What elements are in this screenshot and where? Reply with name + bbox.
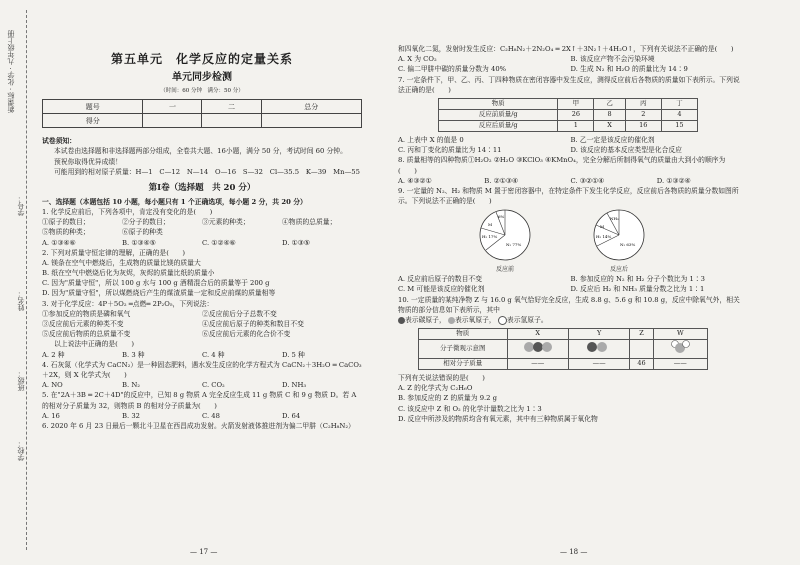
pie-after: [592, 208, 646, 274]
table-row: [439, 120, 698, 131]
item: ⑤反应前后物质的总质量不变: [42, 330, 131, 339]
pie-label: M: [488, 222, 493, 228]
option[interactable]: A. X 为 CO₂: [398, 55, 437, 64]
q7-table: [438, 98, 698, 132]
q1-items-2: [42, 227, 362, 237]
cell: 26: [558, 109, 594, 120]
cell: 1: [558, 120, 594, 131]
pie-label: H₂ 17%: [482, 234, 498, 240]
oxygen-atom-icon: [448, 317, 455, 324]
option[interactable]: D. 64: [282, 411, 301, 420]
page-number-left: — 17 —: [190, 548, 218, 556]
q4-options: [42, 380, 362, 390]
q9-pie-charts: [478, 208, 743, 274]
item: ⑤物质的种类；: [42, 228, 90, 237]
option[interactable]: C. 偏二甲肼中碳的质量分数为 40%: [398, 65, 507, 74]
option[interactable]: B. 纸在空气中燃烧后化为灰烬，灰烬的质量比纸的质量小: [42, 269, 215, 278]
hydrogen-atom-icon: [498, 316, 507, 325]
option[interactable]: D. NH₃: [282, 381, 307, 390]
option[interactable]: B. N₂: [122, 381, 140, 390]
table-header: W: [653, 329, 707, 340]
q9-options: [398, 284, 743, 294]
question-8: 8. 质量相等的四种物质①H₂O₂ ②H₂O ③KClO₃ ④KMnO₄，完全分解后所制得氧气的质量由大到小的顺序为( ): [398, 156, 726, 175]
item: ③元素的种类；: [202, 218, 250, 227]
q6-options: [398, 54, 743, 64]
option[interactable]: B. 乙一定是该反应的催化剂: [570, 135, 655, 144]
cell: 16: [625, 120, 661, 131]
cell: ——: [568, 358, 629, 369]
cell: 15: [661, 120, 697, 131]
cell: ——: [653, 358, 707, 369]
question-5: 5. 在"2A＋3B ═ 2C＋4D"的反应中，已知 8 g 物质 A 完全反应生成 11 g 物质 C 和 9 g 物质 D。若 A 的相对分子质量为 32，则物质 B 的相对分子质量为( ): [42, 391, 357, 410]
q7-options: [398, 145, 743, 155]
unit-subtitle: 单元同步检测: [172, 72, 232, 83]
pie-before-graphic: [478, 208, 532, 262]
option[interactable]: D. 5 种: [282, 350, 305, 359]
student-id-label: 学号：: [17, 195, 25, 216]
pie-caption: 反应后: [609, 266, 628, 274]
option[interactable]: D. ①③⑤: [282, 238, 310, 247]
q3-options: [42, 350, 362, 360]
q5-options: [42, 411, 362, 421]
table-row: [419, 340, 708, 359]
score-header-cell: 题号: [43, 100, 143, 114]
option[interactable]: C. 4 种: [202, 350, 225, 359]
cell: 4: [661, 109, 697, 120]
table-row: [419, 358, 708, 369]
q10-tail: 下列有关说法错误的是( ): [398, 373, 485, 382]
table-header: 物质: [439, 98, 558, 109]
q3-items: [42, 319, 362, 329]
q6-options: [398, 64, 743, 74]
option[interactable]: C. 丙和丁变化的质量比为 14∶11: [398, 146, 502, 155]
table-header: 甲: [558, 98, 594, 109]
cell: 2: [625, 109, 661, 120]
score-cell[interactable]: [261, 114, 361, 128]
option[interactable]: D. 该反应的基本反应类型是化合反应: [570, 146, 682, 155]
left-page: [42, 0, 362, 431]
option[interactable]: D. 反应后 H₂ 和 NH₃ 质量分数之比为 1∶1: [570, 285, 705, 294]
pie-label: 6%: [498, 214, 505, 220]
item: ④物质的总质量；: [282, 218, 337, 227]
notice-line: 预祝你取得优异成绩！: [54, 157, 122, 166]
question-6: 6. 2020 年 6 月 23 日最后一颗北斗卫星在西昌成功发射。火箭发射液体推进剂为偏二甲肼（C₂H₈N₂）: [42, 421, 355, 430]
option[interactable]: B. 参加反应的 Z 的质量为 9.2 g: [398, 394, 498, 403]
section-title: 第Ⅰ卷（选择题 共 20 分）: [148, 183, 256, 193]
question-1: 1. 化学反应前后，下列各项中，肯定没有变化的是( ): [42, 207, 213, 216]
cell: 8: [594, 109, 625, 120]
series-tag: 新课标 · 化学 · 九年级上册: [7, 30, 15, 114]
option[interactable]: A. ①③④⑥: [42, 238, 76, 247]
option[interactable]: B. ②①③④: [484, 176, 518, 185]
pie-label: M: [600, 224, 605, 230]
item: ④反应前后原子的种类和数目不变: [202, 320, 304, 328]
pie-label: H₂ 14%: [596, 234, 612, 240]
option[interactable]: A. ④③②①: [398, 176, 432, 185]
cell: 反应前质量/g: [439, 109, 558, 120]
item: ①参加反应的物质是磷和氧气: [42, 309, 131, 318]
cell: 46: [630, 358, 653, 369]
pie-label: N₂ 77%: [506, 242, 522, 248]
score-cell[interactable]: [202, 114, 261, 128]
q1-options: [42, 238, 362, 248]
option[interactable]: B. 该反应产物不会污染环境: [570, 55, 655, 64]
table-header: 丁: [661, 98, 697, 109]
option[interactable]: D. 反应中所涉及的物质均含有氧元素，其中有三种物质属于氧化物: [398, 414, 598, 423]
q10-legend: [398, 315, 743, 325]
section-intro: 一、选择题（本题包括 10 小题，每小题只有 1 个正确选项，每小题 2 分，共 20 分）: [42, 197, 307, 206]
cell: ——: [507, 358, 568, 369]
table-header: Z: [630, 329, 653, 340]
cell: X: [594, 120, 625, 131]
q7-options: [398, 135, 743, 145]
score-header-cell: 一: [143, 100, 202, 114]
q1-items: [42, 217, 362, 227]
legend-text: 表示氧原子，: [454, 316, 496, 324]
question-4: 4. 石灰氮（化学式为 CaCN₂）是一种固态肥料，遇水发生反应的化学方程式为 CaCN₂＋3H₂O ═ CaCO₃＋2X，则 X 化学式为( ): [42, 360, 362, 379]
score-header-cell: 二: [202, 100, 261, 114]
option[interactable]: D. 因为"质量守恒"，所以煤燃烧后产生的煤渣质量一定和反应前煤的质量相等: [42, 289, 276, 298]
cell: 分子微观示意图: [419, 340, 508, 359]
school-label: 学校：: [17, 440, 25, 461]
item: ③反应前后元素的种类不变: [42, 320, 124, 328]
notice-header: 试卷须知：: [42, 137, 76, 146]
pie-label: N₂ 63%: [620, 242, 636, 248]
item: ①原子的数目；: [42, 218, 90, 227]
option[interactable]: B. 32: [122, 411, 140, 420]
option[interactable]: C. ③②①④: [570, 176, 605, 185]
score-table: [42, 99, 362, 128]
option[interactable]: C. 48: [202, 411, 220, 420]
legend-text: 表示氢原子。: [506, 316, 548, 324]
binding-strip: [4, 0, 34, 565]
option[interactable]: C. 该反应中 Z 和 O₂ 的化学计量数之比为 1∶3: [398, 404, 542, 413]
option[interactable]: A. 镁条在空气中燃烧后，生成物的质量比镁的质量大: [42, 258, 201, 267]
option[interactable]: B. 3 种: [122, 350, 145, 359]
option[interactable]: A. 反应前后原子的数目不变: [398, 275, 482, 284]
table-header: X: [507, 329, 568, 340]
option[interactable]: A. Z 的化学式为 C₂H₆O: [398, 384, 473, 393]
option[interactable]: B. 参加反应的 N₂ 和 H₂ 分子个数比为 1∶3: [570, 275, 705, 284]
score-header-cell: 总分: [261, 100, 361, 114]
item: ②分子的数目；: [122, 218, 170, 227]
option[interactable]: B. ①③④⑤: [122, 238, 156, 247]
cell: 反应后质量/g: [439, 120, 558, 131]
option[interactable]: A. NO: [42, 381, 63, 390]
pie-caption: 反应前: [495, 266, 514, 274]
table-header: 丙: [625, 98, 661, 109]
legend-text: 表示碳原子，: [405, 316, 446, 324]
option[interactable]: A. 上表中 X 的值是 0: [398, 135, 464, 144]
item: ⑥反应前后元素的化合价不变: [202, 330, 291, 339]
molecule-z-icon: [630, 340, 653, 359]
option[interactable]: C. 因为"质量守恒"，所以 100 g 水与 100 g 酒精混合后的质量等于 200 g: [42, 279, 270, 288]
question-9: 9. 一定量的 N₂、H₂ 和物质 M 置于密闭容器中，在特定条件下发生化学反应，反应前后各物质的质量分数如图所示。下列说法不正确的是( ): [398, 186, 739, 206]
option[interactable]: A. 16: [42, 411, 60, 420]
table-header: Y: [568, 329, 629, 340]
q3-items: [42, 309, 362, 319]
question-7: 7. 一定条件下，甲、乙、丙、丁四种物质在密闭容器中发生反应，测得反应前后各物质的质量如下表所示。下列说法正确的是( ): [398, 75, 740, 94]
score-cell[interactable]: [143, 114, 202, 128]
option[interactable]: D. ①③②④: [656, 176, 691, 185]
q3-tail: 以上说法中正确的是( ): [54, 340, 135, 349]
table-header: 乙: [594, 98, 625, 109]
molecule-y-icon: [568, 340, 629, 359]
question-3: 3. 对于化学反应：4P＋5O₂ ═点燃═ 2P₂O₅，下列说法：: [42, 299, 214, 308]
question-2: 2. 下列对质量守恒定律的理解，正确的是( ): [42, 248, 186, 257]
notice-line: 本试卷由选择题和非选择题两部分组成，全卷共大题、16小题，满分 50 分，考试时间 60 分钟。: [54, 147, 347, 156]
table-header: 物质: [419, 329, 508, 340]
q3-items: [42, 329, 362, 339]
option[interactable]: C. ①②④⑥: [202, 238, 236, 247]
page-number-right: — 18 —: [560, 548, 588, 556]
molecule-w-icon: [653, 340, 707, 359]
option[interactable]: C. CO₂: [202, 381, 225, 390]
option[interactable]: A. 2 种: [42, 350, 65, 359]
q10-table: [418, 328, 708, 370]
score-row-label: 得分: [43, 114, 143, 128]
exam-meta: （时间：60 分钟 满分：50 分）: [160, 88, 244, 94]
carbon-atom-icon: [398, 317, 405, 324]
q8-options: [398, 176, 743, 186]
pie-before: [478, 208, 532, 274]
option[interactable]: C. M 可能是该反应的催化剂: [398, 285, 485, 294]
molecule-x-icon: [507, 340, 568, 359]
item: ②反应前后分子总数不变: [202, 309, 277, 318]
cell: 相对分子质量: [419, 358, 508, 369]
q9-options: [398, 274, 743, 284]
q6-continued: 和四氧化二氮，发射时发生反应：C₂H₈N₂＋2N₂O₄ ═ 2X↑＋3N₂↑＋4H₂O↑，下列有关说法不正确的是( ): [398, 45, 734, 53]
right-page: [398, 0, 743, 424]
pie-label: NH₃: [610, 216, 619, 222]
question-10: 10. 一定质量的某纯净物 Z 与 16.0 g 氧气恰好完全反应，生成 8.8 g、5.6 g 和 10.8 g，反应中除氧气外，相关物质的部分信息如下表所示，其中: [398, 295, 740, 314]
unit-title: 第五单元 化学反应的定量关系: [110, 52, 293, 66]
pie-after-graphic: [592, 208, 646, 262]
item: ⑥原子的种类: [122, 228, 163, 237]
name-label: 姓名：: [17, 290, 25, 311]
notice-line: 可能用到的相对原子质量：H—1 C—12 N—14 O—16 S—32 Cl—35.5 K—39 Mn—55: [54, 167, 360, 176]
option[interactable]: D. 生成 N₂ 和 H₂O 的质量比为 14∶9: [570, 65, 688, 74]
table-row: [439, 109, 698, 120]
class-label: 班级：: [17, 370, 25, 391]
cut-line: [26, 10, 27, 550]
